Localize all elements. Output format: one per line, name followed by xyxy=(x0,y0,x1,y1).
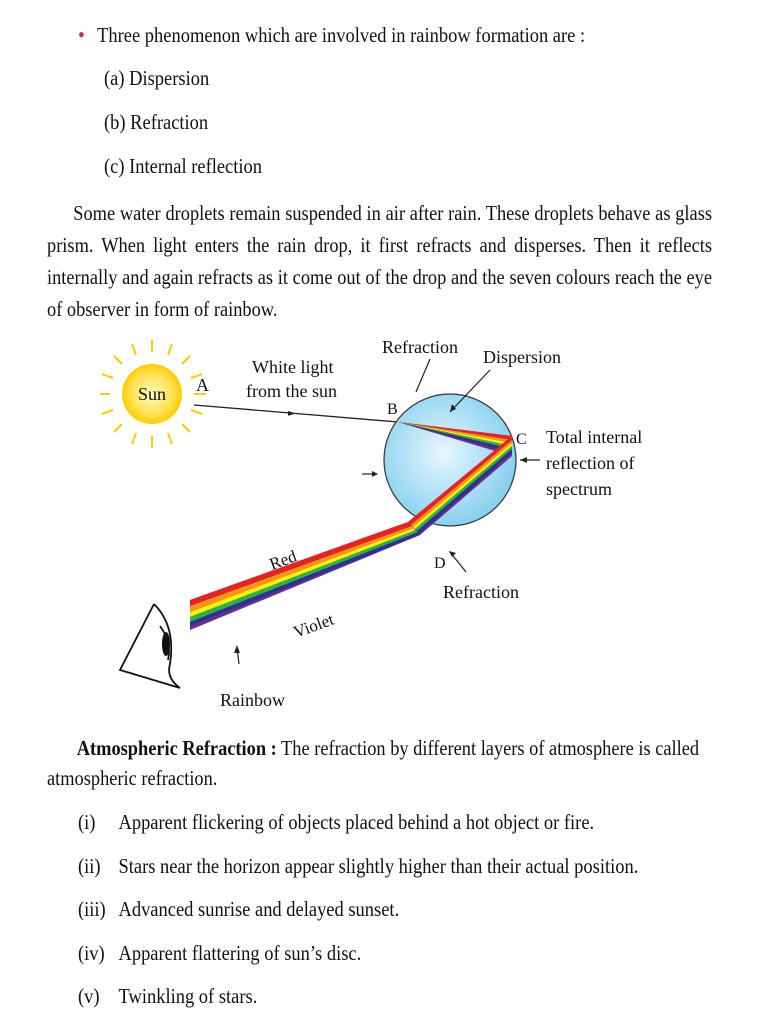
rainbow-label: Rainbow xyxy=(220,690,285,710)
rainbow-arrow-icon xyxy=(234,645,240,653)
list-number: (ii) xyxy=(78,854,101,878)
list-number: (iii) xyxy=(78,897,106,921)
eye-icon xyxy=(120,604,180,688)
tir-label-2: reflection of xyxy=(546,453,635,473)
atmospheric-refraction-heading: Atmospheric Refraction : xyxy=(76,736,277,760)
point-a-label: A xyxy=(196,375,209,395)
bullet-item xyxy=(78,22,585,48)
rainbow-diagram xyxy=(100,330,680,720)
list-item xyxy=(78,984,257,1009)
tir-label-3: spectrum xyxy=(546,479,612,499)
list-item xyxy=(78,854,638,879)
rainbow-paragraph-text: Some water droplets remain suspended in air after rain. These droplets behave as glass prism. When light enters the rain drop, it first refracts and disperses. Then it reflects internally and again refracts as it come out of the drop and the seven colours reach the eye of observer in form of rainbow. xyxy=(47,201,712,321)
point-b-label: B xyxy=(387,401,398,418)
violet-label: Violet xyxy=(290,609,337,642)
side-arrow-icon xyxy=(372,471,378,477)
atmospheric-refraction-paragraph xyxy=(47,733,712,793)
point-c-label: C xyxy=(516,431,527,448)
bullet-text: Three phenomenon which are involved in rainbow formation are : xyxy=(97,23,586,47)
bullet-dot-icon: • xyxy=(78,22,85,47)
list-text: Advanced sunrise and delayed sunset. xyxy=(118,897,400,921)
outgoing-spectrum xyxy=(190,522,420,630)
list-item xyxy=(78,897,399,922)
list-number: (i) xyxy=(78,810,96,834)
phenomenon-dispersion: (a) Dispersion xyxy=(104,66,210,90)
refraction-bottom-label: Refraction xyxy=(443,582,519,602)
eye-pupil xyxy=(162,632,170,656)
red-label: Red xyxy=(266,546,300,574)
refraction-top-label: Refraction xyxy=(382,337,458,357)
white-light-label-2: from the sun xyxy=(246,381,337,401)
white-light-label-1: White light xyxy=(252,357,334,377)
tir-arrow-icon xyxy=(520,457,527,463)
rainbow-paragraph xyxy=(47,197,712,325)
sun-label: Sun xyxy=(138,384,167,404)
phenomenon-internal-reflection: (c) Internal reflection xyxy=(104,154,263,178)
list-text: Twinkling of stars. xyxy=(118,984,258,1008)
point-d-label: D xyxy=(434,555,446,572)
list-number: (v) xyxy=(78,984,100,1008)
list-number: (iv) xyxy=(78,941,105,965)
list-text: Stars near the horizon appear slightly higher than their actual position. xyxy=(118,854,639,878)
ray-arrow-icon xyxy=(288,411,296,416)
dispersion-label: Dispersion xyxy=(483,347,561,367)
refraction-bottom-arrow-icon xyxy=(449,551,456,557)
list-text: Apparent flickering of objects placed behind a hot object or fire. xyxy=(118,810,595,834)
list-text: Apparent flattering of sun’s disc. xyxy=(118,941,362,965)
refraction-pointer xyxy=(416,359,430,392)
tir-label-1: Total internal xyxy=(546,427,643,447)
list-item xyxy=(78,941,361,966)
phenomenon-refraction: (b) Refraction xyxy=(104,110,209,134)
atmospheric-refraction-text: The refraction by different layers of atmosphere is called atmospheric refraction. xyxy=(47,736,700,790)
list-item xyxy=(78,810,594,835)
